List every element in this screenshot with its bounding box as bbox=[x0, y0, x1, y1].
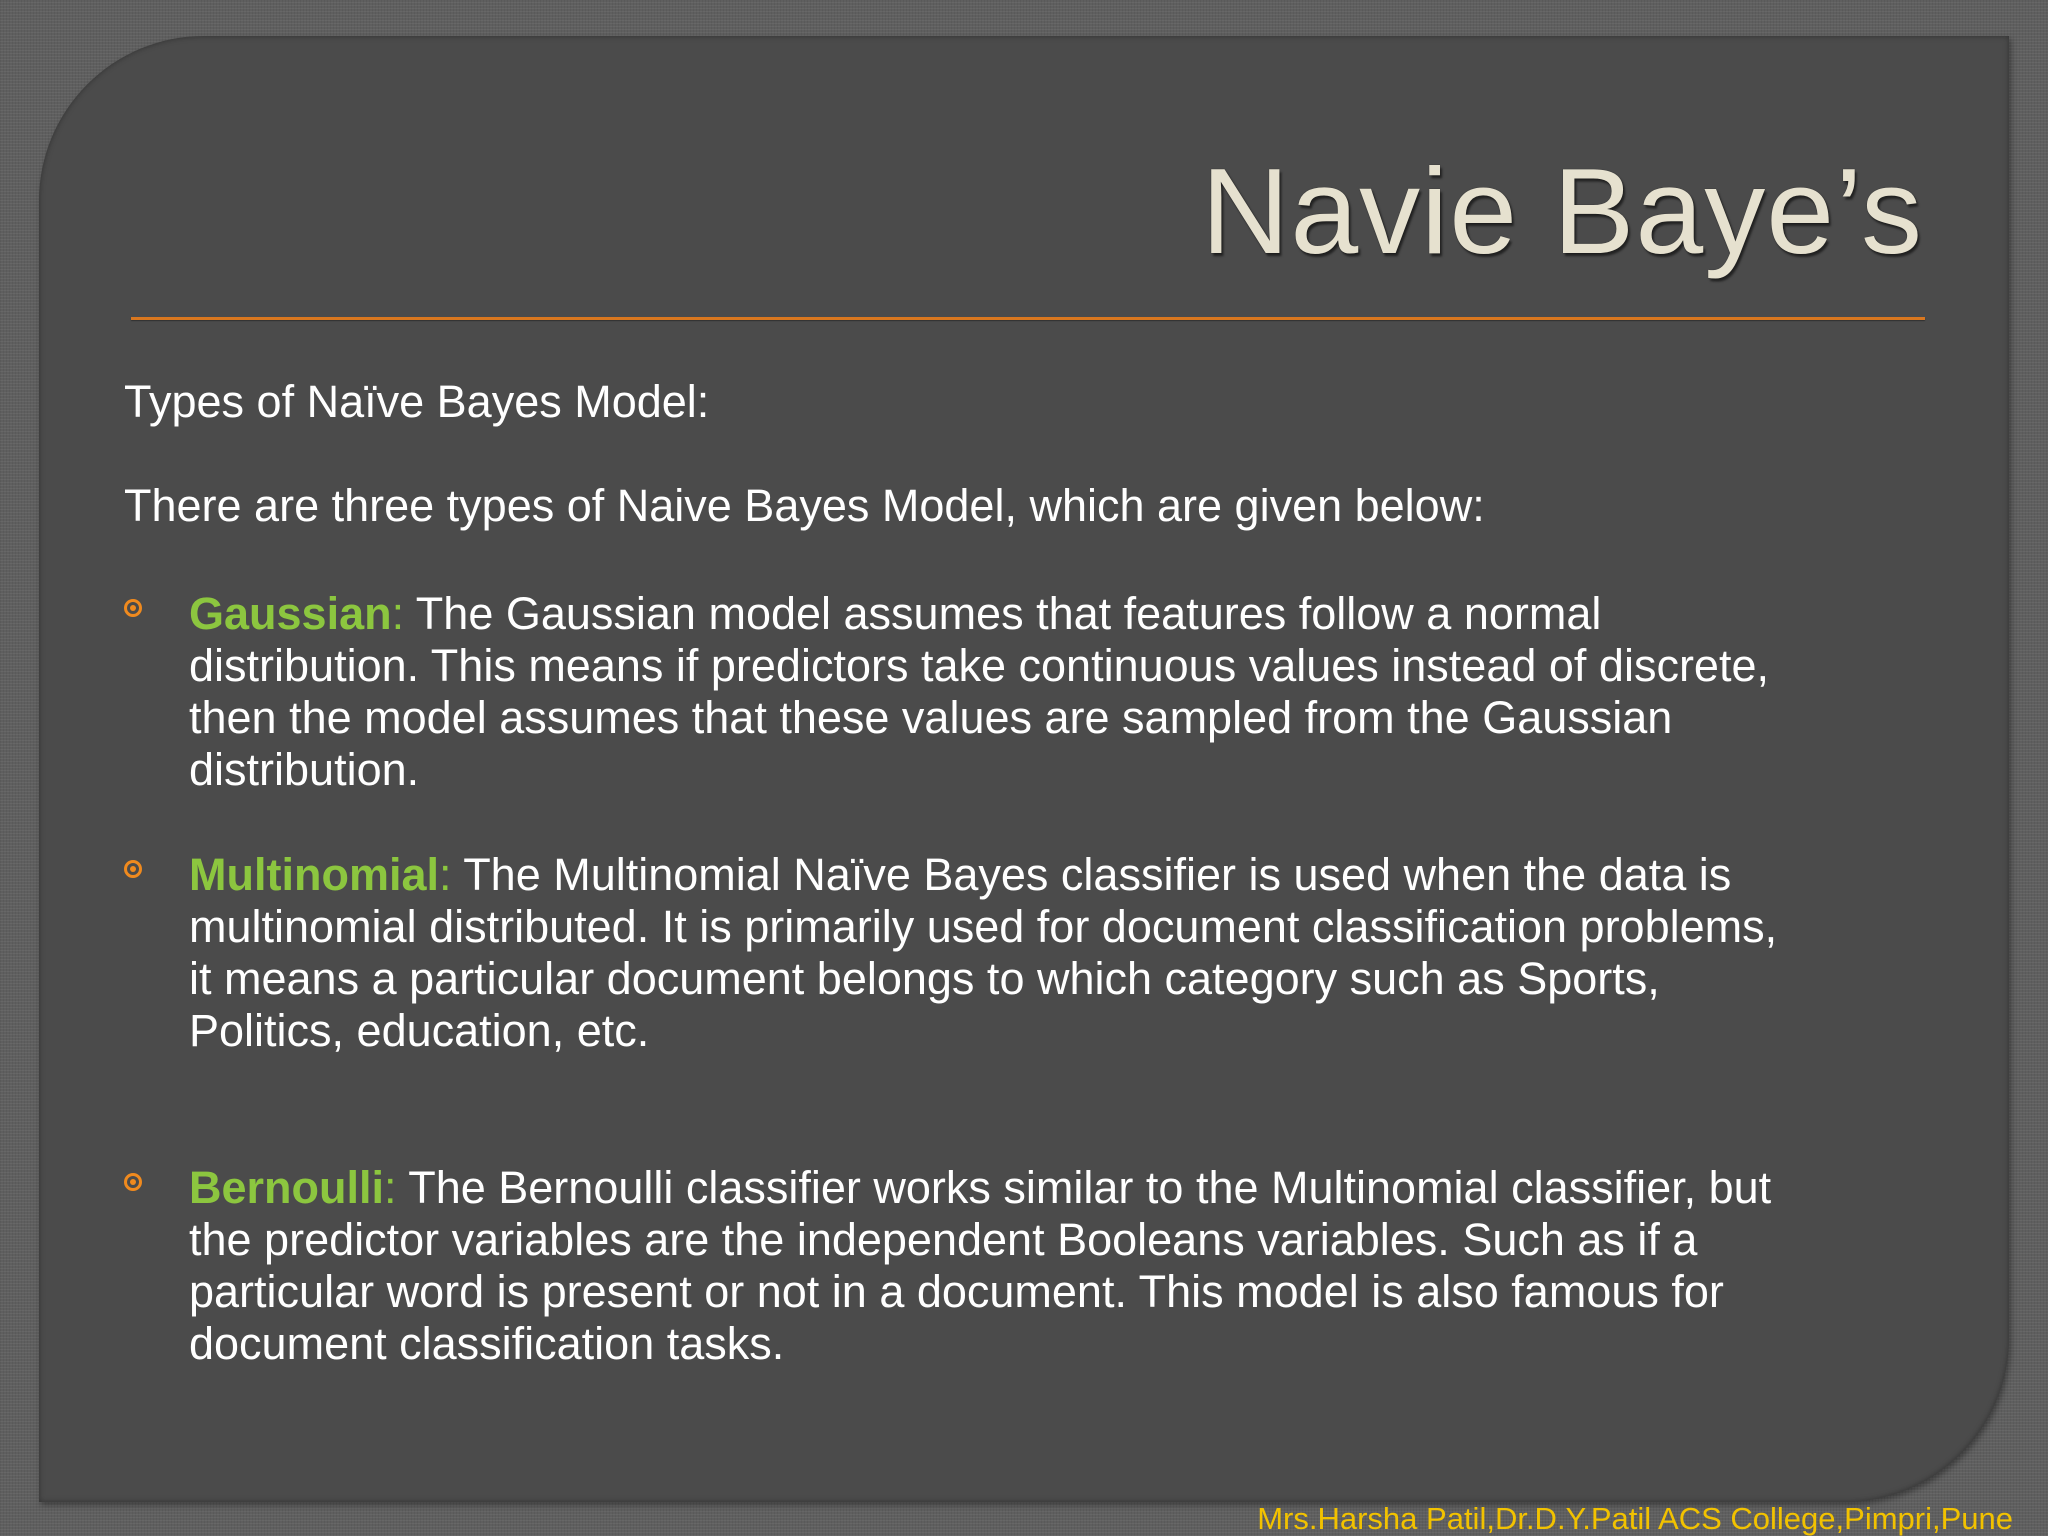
bullet-term: Multinomial bbox=[189, 849, 439, 900]
bullet-line-text: The Gaussian model assumes that features follow a normal bbox=[404, 588, 1602, 639]
bullet-term: Gaussian bbox=[189, 588, 392, 639]
bullet-colon: : bbox=[391, 588, 405, 639]
bullet-line: distribution. This means if predictors take continuous values instead of discrete, bbox=[189, 640, 1769, 691]
title-divider bbox=[131, 317, 1925, 320]
circle-dot-bullet-icon bbox=[124, 860, 142, 878]
bullet-line bbox=[189, 1162, 2029, 1214]
slide-title: Navie Baye’s bbox=[1201, 143, 1923, 279]
bullet-line: then the model assumes that these values are sampled from the Gaussian bbox=[189, 692, 1673, 743]
footer-credit: Mrs.Harsha Patil,Dr.D.Y.Patil ACS College,Pimpri,Pune bbox=[1257, 1501, 2013, 1536]
bullet-line: Politics, education, etc. bbox=[189, 1005, 650, 1056]
bullet-line: multinomial distributed. It is primarily used for document classification problems, bbox=[189, 901, 1778, 952]
bullet-line-text: The Multinomial Naïve Bayes classifier is used when the data is bbox=[451, 849, 1732, 900]
bullet-line: particular word is present or not in a document. This model is also famous for bbox=[189, 1266, 1724, 1317]
bullet-colon: : bbox=[438, 849, 452, 900]
circle-dot-bullet-icon bbox=[124, 599, 142, 617]
intro-line: There are three types of Naive Bayes Model, which are given below: bbox=[124, 480, 1485, 531]
bullet-line: distribution. bbox=[189, 744, 420, 795]
bullet-line: the predictor variables are the independent Booleans variables. Such as if a bbox=[189, 1214, 1698, 1265]
bullet-line-text: The Bernoulli classifier works similar to the Multinomial classifier, but bbox=[396, 1162, 1772, 1213]
bullet-line: it means a particular document belongs to which category such as Sports, bbox=[189, 953, 1660, 1004]
bullet-text bbox=[189, 1162, 2029, 1370]
bullet-text bbox=[189, 588, 2029, 796]
bullet-colon: : bbox=[384, 1162, 397, 1213]
bullet-term: Bernoulli bbox=[189, 1162, 385, 1213]
bullet-line: document classification tasks. bbox=[189, 1318, 785, 1369]
circle-dot-bullet-icon bbox=[124, 1173, 142, 1191]
bullet-line bbox=[189, 588, 2029, 640]
intro-heading: Types of Naïve Bayes Model: bbox=[124, 376, 710, 427]
bullet-line bbox=[189, 849, 2029, 901]
bullet-text bbox=[189, 849, 2029, 1057]
